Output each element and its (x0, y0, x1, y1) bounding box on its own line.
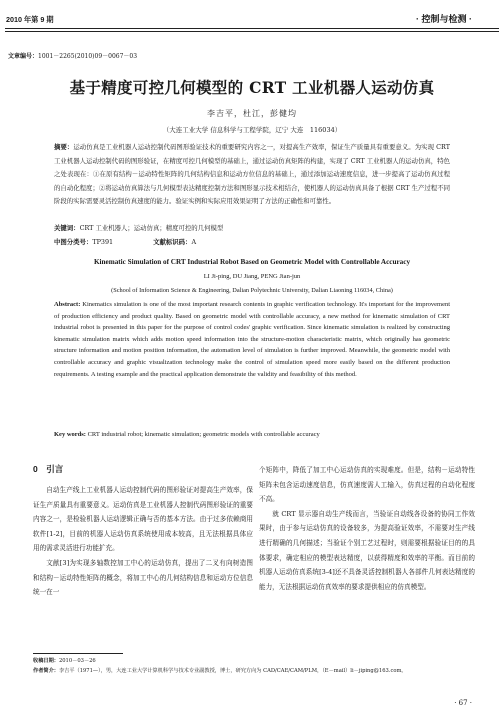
abstract-cn-text: 运动仿真是工业机器人运动控制代码图形验证技术的重要研究内容之一，对提高生产效率，保证生产质量具有重要意义。为实现 CRT 工业机器人运动控制代码的图形验证，在精度可控几何模型的基础上，通过运动仿真矩阵的构建，实现了 CRT 工业机器人的运动仿真，特色之处表现在：①在原有结构－运动特性矩阵的几何结构信息和运动方位信息的基础上，通过添加运动速度信息，进一步提高了运动仿真过程的自动化程度；②将运动仿真算法与几何模型表达精度控制方法和图形显示技术相结合，使机器人的运动仿真具备了根据 CRT 生产过程不同阶段的实际需要灵活控制仿真速度的能力。验证实例和实际应用效果证明了方法的正确性和可靠性。 (54, 143, 450, 205)
abstract-cn (54, 141, 450, 209)
clc-value: TP391 (92, 238, 114, 246)
header-rule (5, 28, 499, 29)
article-number-value: 1001－2265(2010)09－0067－03 (38, 53, 138, 60)
footnote (33, 656, 473, 676)
english-abstract (54, 299, 450, 380)
doc-code-value: A (191, 238, 197, 246)
doc-code-label: 文献标识码： (153, 239, 192, 246)
english-title: Kinematic Simulation of CRT Industrial Robot Based on Geometric Model with Controllable Accuracy (93, 258, 411, 266)
english-abstract-label: Abstract: (54, 301, 81, 308)
article-number (8, 51, 137, 60)
paragraph: 就 CRT 显示器自动生产线而言，当验证自动线各设备的协同工作效果时，由于参与运动仿真的设备较多，为提高验证效率，不需要对生产线进行精确的几何描述；当验证个别工艺过程时，则需要根据验证目的的具体要求，确定相应的模型表达精度，以获得精度和效率的平衡。而目前的机器人运动仿真系统[3-4]还不具备灵活控制机器人各部件几何表达精度的能力，无法根据运动仿真效率的要求提供相应的仿真模型。 (259, 509, 475, 591)
received-label: 收稿日期： (33, 658, 59, 664)
received-value: 2010－03－26 (58, 658, 96, 664)
english-abstract-text: Kinematics simulation is one of the most important research contents in graphic verification technology. It's important for the improvement of production efficiency and product quality. Based on geometric model with controllable accuracy, a new method for kinematic simulation of CRT industrial robot is presented in this paper for the purpose of control codes' graphic verification. Since kinematic simulation is realized by constructing kinematic simulation matrix which adds motion speed information into the structure-motion characteristic matrix, which originally has geometric structure information and motion position information, the automation level of simulation is further improved. Meanwhile, the geometric model with controllable accuracy and graphic visualization technology make the control of simulation speed more easily based on the different production requirements. A testing example and the practical application demonstrate the validity and feasibility of this method. (54, 301, 451, 378)
body-left-column (33, 483, 253, 600)
english-keywords (54, 429, 450, 440)
header-rule-thin (5, 31, 499, 32)
author-bio-text: 李吉平（1971—），男，大连工业大学计算机科学与技术专业副教授，博士，研究方向为 CAD/CAE/CAM/PLM，（E－mail）li－jiping@163.com。 (58, 668, 407, 674)
footnote-rule (33, 653, 123, 654)
english-keywords-text: CRT industrial robot; kinematic simulation; geometric models with controllable accuracy (87, 431, 320, 438)
keywords-cn-label: 关键词： (54, 225, 80, 232)
clc-label: 中图分类号： (54, 239, 93, 246)
english-affiliation: (School of Information Science & Engineering, Dalian Polytechnic University, Dalian Liaoning 116034, China) (111, 287, 393, 294)
section-heading: 0 引言 (33, 464, 64, 474)
classification (54, 237, 450, 246)
paragraph: 文献[3]为实现多轴数控加工中心的运动仿真，提出了二叉有向树造图和结构－运动特性矩阵的概念，将加工中心的几何结构信息和运动方位信息统一在一 (33, 558, 253, 597)
affiliation: （大连工业大学 信息科学与工程学院，辽宁 大连 116034） (162, 126, 342, 134)
author-bio (33, 666, 473, 676)
paper-title: 基于精度可控几何模型的 CRT 工业机器人运动仿真 (69, 78, 435, 97)
body-right-column (259, 463, 475, 594)
article-number-label: 文章编号： (8, 54, 39, 60)
received-date (33, 656, 473, 666)
english-keywords-label: Key words: (54, 431, 86, 438)
page-number: · 67 · (454, 699, 472, 707)
abstract-cn-label: 摘要： (54, 144, 74, 151)
paragraph: 自动生产线上工业机器人运动控制代码的图形验证对提高生产效率，保证生产质量具有重要意义。运动仿真是工业机器人控制代码图形验证的重要内容之一，是检验机器人运动逻辑正确与否的基本方法。由于过多依赖商用软件[1-2]，目前的机器人运动仿真系统使用成本较高，且无法根据具体应用的需求灵活进行功能扩充。 (33, 486, 253, 553)
authors: 李吉平，杜江，彭健均 (207, 109, 297, 118)
keywords-cn-text: CRT 工业机器人；运动仿真；精度可控的几何模型 (79, 224, 224, 232)
issue-label: 2010 年第 9 期 (6, 15, 54, 24)
author-bio-label: 作者简介： (33, 668, 59, 674)
english-authors: LI Ji-ping, DU Jiang, PENG Jian-jun (203, 273, 301, 280)
keywords-cn (54, 223, 450, 234)
paragraph: 个矩阵中，降低了加工中心运动仿真的实现难度。但是，结构－运动特性矩阵未包含运动速度信息，仿真速度需人工输入，仿真过程的自动化程度不高。 (259, 466, 475, 504)
section-label: · 控制与检测 · (416, 14, 472, 24)
